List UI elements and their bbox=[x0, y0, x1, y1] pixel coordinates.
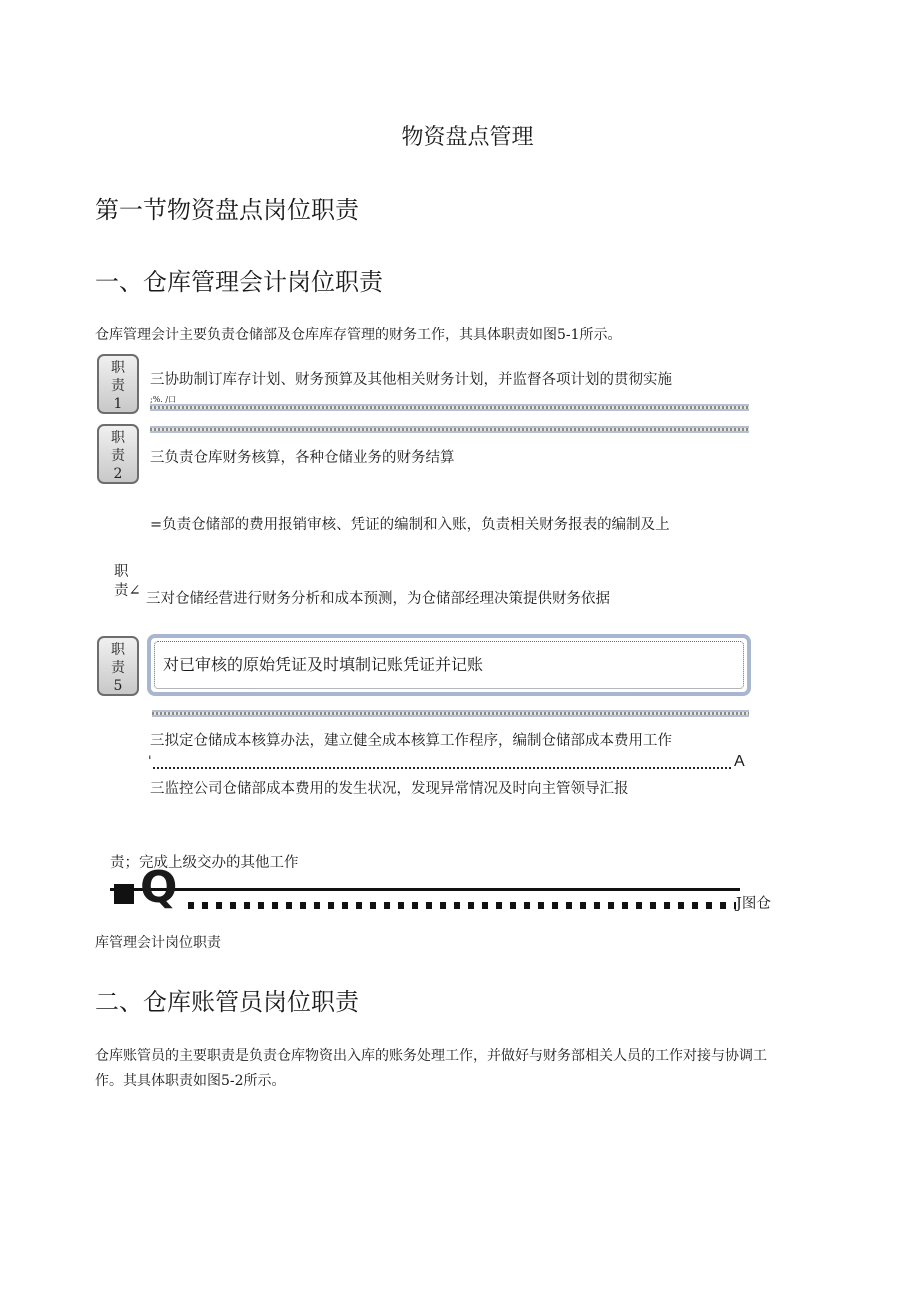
duty-bar bbox=[152, 710, 749, 717]
subsection-1-intro: 仓库管理会计主要负责仓储部及仓库库存管理的财务工作，其具体职责如图5-1所示。 bbox=[95, 327, 622, 343]
duty-1-note: ;%. /口 bbox=[150, 395, 177, 404]
subsection-heading-1: 一、仓库管理会计岗位职责 bbox=[95, 268, 383, 296]
duty-bar bbox=[150, 426, 749, 433]
duty-bar bbox=[150, 404, 749, 411]
heavy-dot-leader bbox=[188, 902, 736, 909]
duty-badge-2: 职 责 2 bbox=[97, 424, 139, 484]
duty-4-label: 职 责∠ bbox=[114, 564, 141, 599]
duty-badge-1: 职 责 1 bbox=[97, 354, 139, 414]
dotted-divider bbox=[153, 767, 733, 769]
dots-lead: ' bbox=[148, 754, 152, 769]
duty-badge-5: 职 责 5 bbox=[97, 636, 139, 696]
duty-2-text: 三负责仓库财务核算，各种仓储业务的财务结算 bbox=[150, 450, 455, 466]
duty-8-text: 责；完成上级交办的其他工作 bbox=[110, 855, 299, 871]
figure-rule bbox=[110, 888, 740, 891]
figure-caption-tail: J图仓 bbox=[736, 896, 771, 912]
document-title: 物资盘点管理 bbox=[401, 125, 534, 150]
subsection-2-intro-line2: 作。其具体职责如图5-2所示。 bbox=[95, 1073, 286, 1089]
subsection-heading-2: 二、仓库账管员岗位职责 bbox=[95, 988, 359, 1016]
section-heading: 第一节物资盘点岗位职责 bbox=[95, 196, 359, 224]
duty-5-text: 对已审核的原始凭证及时填制记账凭证并记账 bbox=[163, 655, 484, 674]
q-glyph: Q bbox=[140, 862, 178, 913]
duty-1-text: 三协助制订库存计划、财务预算及其他相关财务计划，并监督各项计划的贯彻实施 bbox=[150, 372, 672, 388]
subsection-2-intro-line1: 仓库账管员的主要职责是负责仓库物资出入库的账务处理工作，并做好与财务部相关人员的工作对接与协调工 bbox=[95, 1048, 767, 1064]
duty-6-text: 三拟定仓储成本核算办法，建立健全成本核算工作程序，编制仓储部成本费用工作 bbox=[150, 733, 672, 749]
duty-7-text: 三监控公司仓储部成本费用的发生状况，发现异常情况及时向主管领导汇报 bbox=[150, 781, 629, 797]
figure-caption-cont: 库管理会计岗位职责 bbox=[95, 935, 221, 951]
duty-4-text: 三对仓储经营进行财务分析和成本预测，为仓储部经理决策提供财务依据 bbox=[146, 591, 610, 607]
dots-end-mark: A bbox=[734, 753, 745, 770]
bullet-square-icon bbox=[114, 884, 134, 904]
duty-3-text: =负责仓储部的费用报销审核、凭证的编制和入账，负责相关财务报表的编制及上 bbox=[150, 517, 670, 533]
